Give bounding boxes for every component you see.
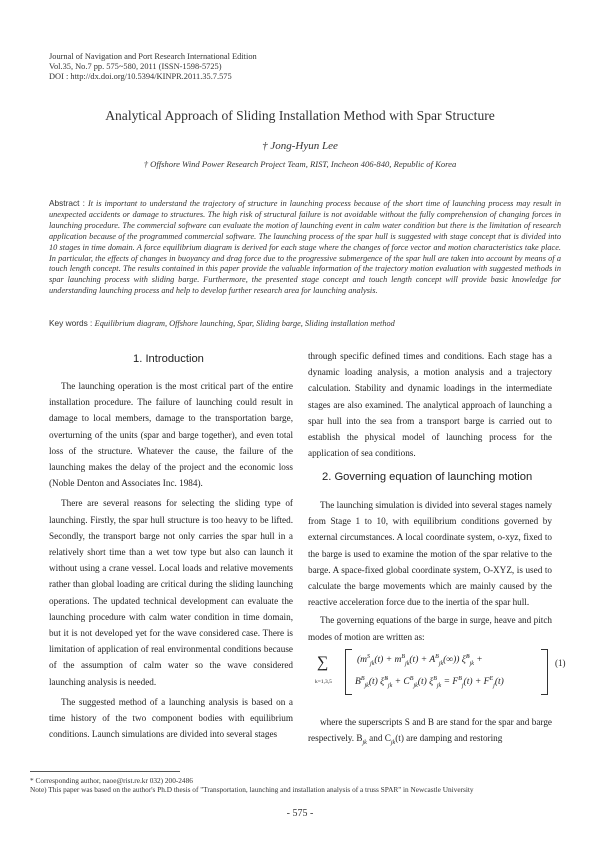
section2-paragraph-2: The governing equations of the barge in surge, heave and pitch modes of motion are written as: <box>308 615 552 642</box>
equation-bracket-left <box>345 649 352 695</box>
abstract-text: It is important to understand the trajectory of structure in launching process because of the short time of launching process may result in unexpected accidents or damage to structures. The high risk of structural failure is not avoidable without the fully comprehension of changing forces in launching procedure. The commercial software can evaluate the motion of launching event in calm water condition but there is the limitation of research application because of the programmed commercial software. The launching process of the spar hull is suggested with stage concept that is divided into 10 stages in time domain. A force equilibrium diagram is derived for each stage where the changes of force vector and motion characteristics take place. In particular, the effects of changes in buoyancy and drag force due to the progressive submergence of the spar hull are taken into account by means of a touch length concept. The results contained in this paper provide the valuable information of the trajectory motion evaluation with suggested methods in spar launching process with sliding barge. Furthermore, the presented stage concept and touch length concept will provide basic knowledge for understanding launching process and help to develop further research area for launching analysis. <box>49 199 561 296</box>
right-column-mid <box>308 497 552 645</box>
keywords-text: Equilibrium diagram, Offshore launching, Spar, Sliding barge, Sliding installation method <box>94 319 395 328</box>
equation-line-1: $(m^S_{jk}(t) + m^B_{jk}(t) + A^B_{jk}(\infty))$ ξ̈$^B_{jk}$ + <box>357 654 483 668</box>
abstract-label: Abstract : <box>49 198 89 208</box>
section2-heading: 2. Governing equation of launching motion <box>322 471 533 483</box>
equation-line-2: $B^B_{jk}(t)$ ξ̇$^B_{jk}$ + $C^B_{jk}(t) \xi^B_{jk} = F^B_j(t) + F^E_j(t)$ <box>355 676 504 690</box>
left-column <box>49 378 293 742</box>
section2-paragraph-1: The launching simulation is divided into several stages namely from Stage 1 to 10, with equilibrium conditions governed by external circumstances. A local coordinate system, o-xyz, fixed to the barge is used to examine the motion of the spar relative to the barge. A space-fixed global coordinate system, O-XYZ, is used to calculate the barge movements which are mainly caused by the reactive acceleration force due to the inertia of the spar hull. <box>308 500 552 608</box>
section2-paragraph-3 <box>308 714 552 751</box>
section1-paragraph-4: through specific defined times and conditions. Each stage has a dynamic loading analysis, a motion analysis and a trajectory calculation. Stability and dynamic loadings in the intermediate stages are also examined. The analytical approach of launching a spar hull into the sea from a transport barge is carried out to establish the physical model of launching process for the application of sea conditions. <box>308 351 552 459</box>
equation-number: (1) <box>555 658 566 668</box>
section1-paragraph-3: The suggested method of a launching analysis is based on a time history of the two component bodies with equilibrium conditions. Launch simulations are divided into several stages <box>49 696 293 740</box>
section1-paragraph-2: There are several reasons for selecting the sliding type of launching. Firstly, the spar hull structure is too heavy to be lifted. Secondly, the transport barge not only carries the spar hull in a relatively short time than a wet tow type but also can launch it without using a crane vessel. Local loads and relative movements rather than global loading are critical during the sliding launching operations. The updated technical development can evaluate the launching procedure with calm water condition in time domain, but it is not developed yet for the wave considered case. There is limitation of application of real environmental conditions because of the assumption of calm water so the wave considered launching analysis is needed. <box>49 498 293 687</box>
section1-heading: 1. Introduction <box>133 353 204 365</box>
equation-bracket-right <box>541 649 548 695</box>
summation-index: k=1,3,5 <box>315 679 332 685</box>
keywords-label: Key words : <box>49 318 95 328</box>
equation-1 <box>315 648 567 698</box>
paper-title: Analytical Approach of Sliding Installation Method with Spar Structure <box>105 108 495 123</box>
author-affiliation: † Offshore Wind Power Research Project Team, RIST, Incheon 406-840, Republic of Korea <box>143 159 457 169</box>
section2-p3-text3: (t) are damping and restoring <box>395 733 503 744</box>
footnote <box>30 776 570 794</box>
right-column-top <box>308 348 552 461</box>
section2-p3-text2: and C <box>366 733 391 744</box>
section2-p3-sub1: jk <box>362 740 367 747</box>
author-name: † Jong-Hyun Lee <box>262 140 338 152</box>
keywords <box>49 318 561 328</box>
footnote-corresponding: * Corresponding author, naoe@rist.re.kr 032) 200-2486 <box>30 776 193 785</box>
section1-paragraph-1: The launching operation is the most critical part of the entire installation procedure. The failure of launching could result in damage to local members, damage to the transportation barge, overturning of the units (spar and barge together), and even total loss of the structure. Whatever the cause, the failure of the launching makes the delay of the project and the economic loss (Noble Denton and Associates Inc. 1984). <box>49 381 293 489</box>
footnote-divider <box>30 771 180 772</box>
right-column-bottom <box>308 714 552 751</box>
journal-name: Journal of Navigation and Port Research International Edition <box>49 52 257 61</box>
journal-doi: DOI : http://dx.doi.org/10.5394/KINPR.2011.35.7.575 <box>49 72 232 82</box>
journal-header <box>49 52 257 83</box>
section2-p3-text: where the superscripts S and B are stand for the spar and barge respectively. B <box>308 717 552 744</box>
page-number: - 575 - <box>286 808 314 819</box>
section2-p3-sub2: jk <box>390 740 396 747</box>
journal-volume: Vol.35, No.7 pp. 575~580, 2011 (ISSN-1598-5725) <box>49 62 222 72</box>
summation-symbol: ∑ <box>317 654 329 671</box>
abstract <box>49 198 561 297</box>
footnote-note: Note) This paper was based on the author's Ph.D thesis of "Transportation, launching and installation analysis of a truss SPAR" in Newcastle University <box>30 785 474 795</box>
